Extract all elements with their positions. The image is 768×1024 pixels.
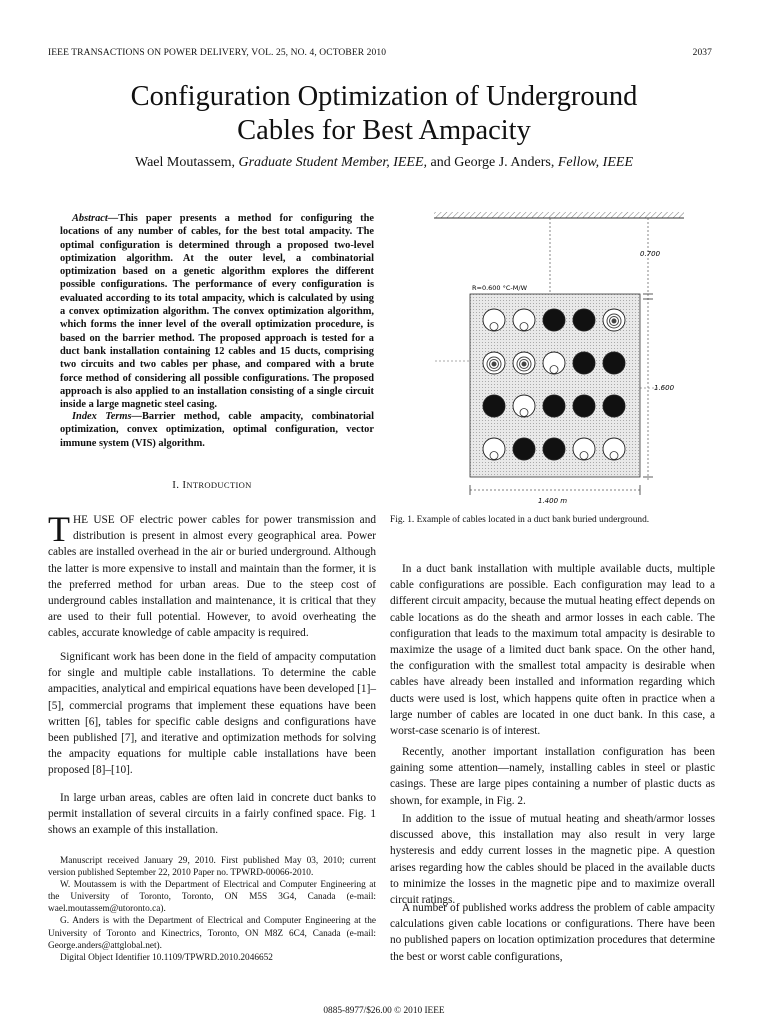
abstract: [60, 212, 374, 411]
footnotes: [48, 855, 376, 964]
footnote-author-1: W. Moutassem is with the Department of Electrical and Computer Engineering at the University of Toronto, Toronto, ON M5S 3G4, Canada (e-mail: wael.moutassem@utoronto.ca).: [48, 880, 376, 915]
section-rest: NTRODUCTION: [186, 480, 252, 490]
duct-black: [573, 309, 595, 331]
duct-black: [573, 352, 595, 374]
section-heading: [48, 479, 376, 491]
author-and: and: [427, 155, 455, 170]
intro-p2-text: Significant work has been done in the field of ampacity computation for single and multiple cable installations. To determine the cable ampacities, analytical and empirical equations have been developed [1]–[5], commercial programs that implement these equations have been written [6], tables for specific cable designs and configurations have been published [7], and iterative and optimization methods for solving the ampacity equations for multiple cable installations have been proposed [8]–[10].: [48, 651, 376, 777]
cable-ring: [492, 362, 496, 366]
drop-cap: T: [48, 509, 70, 549]
title-line-1: Configuration Optimization of Underground: [130, 81, 638, 112]
right-paragraph-3: [390, 811, 715, 908]
depth-label: 0.700: [640, 250, 661, 258]
duct-black: [513, 438, 535, 460]
cable-ring: [522, 362, 526, 366]
duct-black: [543, 309, 565, 331]
cable-in-duct: [520, 323, 528, 331]
intro-p3-text: In large urban areas, cables are often laid in concrete duct banks to permit installation of several circuits in a fairly confined space. Fig. 1 shows an example of this installation.: [48, 792, 376, 837]
paper-title: [60, 80, 708, 148]
duct-black: [543, 438, 565, 460]
index-terms-label: Index Terms—: [72, 411, 142, 422]
right-p2-text: Recently, another important installation configuration has been gaining some attention—namely, installing cables in steel or plastic casings. These are large pipes containing a number of plastic ducts as shown, for example, in Fig. 2.: [390, 746, 715, 807]
cable-in-duct: [610, 452, 618, 460]
title-line-2: Cables for Best Ampacity: [237, 115, 531, 146]
footnote-received: Manuscript received January 29, 2010. First published May 03, 2010; current version published September 22, 2010 Paper no. TPWRD-00066-2010.: [48, 856, 376, 879]
cable-in-duct: [520, 409, 528, 417]
copyright-footer: 0885-8977/$26.00 © 2010 IEEE: [323, 1006, 445, 1016]
cable-ring: [612, 319, 616, 323]
duct-black: [483, 395, 505, 417]
intro-paragraph-3: [48, 790, 376, 839]
page-number: 2037: [692, 48, 712, 58]
ground-surface: [434, 212, 684, 218]
section-initial: I: [182, 479, 187, 491]
right-paragraph-1: [390, 561, 715, 739]
author-list: [60, 155, 708, 171]
figure-duct-bank: [430, 206, 690, 506]
width-label: 1.400 m: [538, 497, 568, 505]
right-p3-text: In addition to the issue of mutual heating and sheath/armor losses discussed above, this installation may also result in very large hysteresis and eddy current losses in the magnetic pipe. A question arises regarding how the cables should be placed in the available ducts to minimize the losses in the magnetic pipe and to maximize overall circuit ratings.: [390, 813, 715, 907]
cable-in-duct: [580, 452, 588, 460]
author-2-name: George J. Anders,: [454, 155, 558, 170]
duct-black: [573, 395, 595, 417]
right-paragraph-2: [390, 744, 715, 809]
running-header: IEEE TRANSACTIONS ON POWER DELIVERY, VOL. 25, NO. 4, OCTOBER 2010: [48, 48, 387, 58]
thermal-resistivity-label: R=0.600 °C-M/W: [472, 284, 527, 292]
abstract-label: Abstract—: [72, 213, 119, 224]
footnote-author-2: G. Anders is with the Department of Electrical and Computer Engineering at the University of Toronto and Kinectrics, Toronto, ON M8Z 6C4, Canada (e-mail: George.anders@attglobal.net).: [48, 916, 376, 951]
figure-caption: Fig. 1. Example of cables located in a duct bank buried underground.: [390, 515, 650, 525]
intro-paragraph-2: [48, 649, 376, 779]
footnote-doi: Digital Object Identifier 10.1109/TPWRD.2010.2046652: [60, 952, 273, 963]
intro-paragraph-1: [48, 509, 376, 642]
right-p1-text: In a duct bank installation with multiple available ducts, multiple cable configurations are possible. Each configuration may lead to a different circuit ampacity, because the mutual heating effect depends on cable locations as do the sheath and armor losses in each cable. The configuration that leads to the maximum total ampacity is desirable to maximize the usage of a limited duct bank space. On the other hand, the configuration with the smallest total ampacity is desirable when cables have already been installed and information regarding which ducts were used is lost, which happens quite often in practice when a large number of cables are located in one duct bank. In this case, a worst-case scenario is of interest.: [390, 563, 715, 738]
right-p4-text: A number of published works address the problem of cable ampacity calculations given cable locations or configurations. There have been no published papers on location optimization procedures that determine the best or worst cable configurations,: [390, 902, 715, 963]
index-terms: [60, 410, 374, 450]
section-num: I.: [172, 479, 183, 491]
duct-black: [603, 395, 625, 417]
author-1-name: Wael Moutassem,: [135, 155, 239, 170]
cable-in-duct: [550, 366, 558, 374]
cable-in-duct: [490, 323, 498, 331]
duct-black: [543, 395, 565, 417]
abstract-text: This paper presents a method for configuring the locations of any number of cables, for the best total ampacity. The optimal configuration is determined through a proposed two-level optimization algorithm. At the outer level, a combinatorial optimization based on a genetic algorithm explores the different possible configurations. The performance of every configuration is evaluated according to its total ampacity, which is calculated by using a convex optimization algorithm. The convex optimization algorithm, which forms the inner level of the overall optimization procedure, is based on the barrier method. The proposed approach is tested for a duct bank installation containing 12 cables and 15 ducts, comprising two circuits and two cables per phase, and compared with a brute force method of considering all possible configurations. The proposed approach is also applied to an installation consisting of a single circuit inside a large magnetic steel casing.: [60, 213, 374, 411]
index-terms-text: Barrier method, cable ampacity, combinatorial optimization, convex optimization, optimal configuration, vector immune system (VIS) algorithm.: [60, 411, 374, 449]
author-1-role: Graduate Student Member, IEEE,: [238, 155, 428, 170]
intro-p1-text: HE USE OF electric power cables for power transmission and distribution is present in almost every geographical area. Power cables are installed overhead in the air or buried underground. Although the latter is more expensive to install and maintain than the former, it is the preferred method for urban areas. Due to the steep cost of underground cables installation and maintenance, it is critical that they are used to their full potential. However, to avoid overheating the cables, accurate knowledge of cable ampacity is required.: [48, 514, 376, 640]
author-2-role: Fellow, IEEE: [557, 155, 633, 170]
cable-in-duct: [490, 452, 498, 460]
duct-black: [603, 352, 625, 374]
height-label: 1.600: [654, 384, 675, 392]
right-paragraph-4: [390, 900, 715, 965]
